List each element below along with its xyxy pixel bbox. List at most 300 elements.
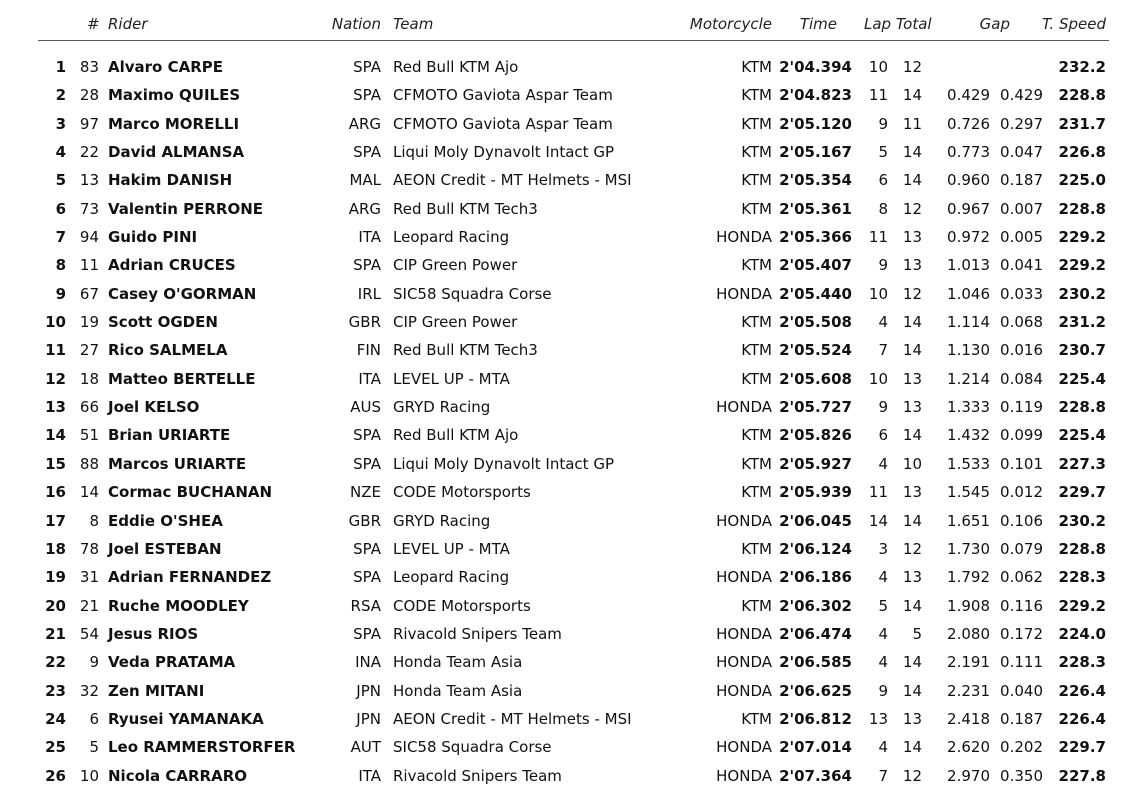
best-lap-cell: 9 bbox=[878, 256, 888, 275]
rider-name-cell: Joel ESTEBAN bbox=[108, 539, 222, 558]
motorcycle-cell: KTM bbox=[741, 143, 772, 162]
table-row bbox=[0, 195, 1147, 223]
nation-cell: SPA bbox=[353, 454, 381, 473]
motorcycle-cell: KTM bbox=[741, 483, 772, 502]
position-cell: 5 bbox=[55, 171, 66, 190]
table-row bbox=[0, 223, 1147, 251]
gap-previous-cell: 0.062 bbox=[1000, 568, 1043, 587]
best-lap-cell: 7 bbox=[878, 341, 888, 360]
nation-cell: ITA bbox=[358, 766, 381, 785]
top-speed-cell: 227.3 bbox=[1058, 454, 1106, 473]
team-cell: Red Bull KTM Ajo bbox=[393, 58, 519, 76]
gap-first-cell: 1.013 bbox=[947, 256, 990, 275]
gap-previous-cell: 0.119 bbox=[1000, 398, 1043, 417]
gap-previous-cell: 0.016 bbox=[1000, 341, 1043, 360]
motorcycle-cell: HONDA bbox=[716, 398, 772, 417]
gap-previous-cell: 0.068 bbox=[1000, 313, 1043, 332]
table-header bbox=[0, 15, 1147, 37]
team-cell: Rivacold Snipers Team bbox=[393, 766, 562, 785]
rider-number-cell: 27 bbox=[79, 341, 99, 360]
gap-first-cell: 1.651 bbox=[947, 511, 990, 530]
nation-cell: AUT bbox=[350, 738, 381, 757]
top-speed-cell: 228.8 bbox=[1058, 86, 1106, 105]
best-lap-cell: 11 bbox=[868, 86, 888, 105]
total-laps-cell: 12 bbox=[902, 284, 922, 303]
nation-cell: INA bbox=[355, 653, 381, 672]
motorcycle-cell: HONDA bbox=[716, 738, 772, 757]
motorcycle-cell: KTM bbox=[741, 709, 772, 728]
team-cell: SIC58 Squadra Corse bbox=[393, 738, 552, 757]
position-cell: 12 bbox=[45, 369, 66, 388]
rider-number-cell: 6 bbox=[89, 709, 99, 728]
rider-number-cell: 88 bbox=[79, 454, 99, 473]
best-lap-cell: 6 bbox=[878, 171, 888, 190]
gap-first-cell: 0.429 bbox=[947, 86, 990, 105]
nation-cell: AUS bbox=[350, 398, 381, 417]
gap-previous-cell: 0.187 bbox=[1000, 709, 1043, 728]
nation-cell: NZE bbox=[350, 483, 381, 502]
gap-first-cell: 0.726 bbox=[947, 114, 990, 133]
top-speed-cell: 230.2 bbox=[1058, 284, 1106, 303]
rider-number-cell: 9 bbox=[89, 653, 99, 672]
lap-time-cell: 2'07.014 bbox=[779, 738, 852, 757]
total-laps-cell: 14 bbox=[902, 171, 922, 190]
gap-first-cell: 1.432 bbox=[947, 426, 990, 445]
rider-name-cell: David ALMANSA bbox=[108, 143, 245, 162]
table-row bbox=[0, 733, 1147, 761]
position-cell: 8 bbox=[55, 256, 66, 275]
rider-name-cell: Matteo BERTELLE bbox=[108, 369, 256, 388]
motorcycle-cell: HONDA bbox=[716, 511, 772, 530]
table-row bbox=[0, 166, 1147, 194]
motorcycle-cell: KTM bbox=[741, 596, 772, 615]
table-row bbox=[0, 592, 1147, 620]
table-row bbox=[0, 251, 1147, 279]
nation-cell: SPA bbox=[353, 426, 381, 445]
nation-cell: ARG bbox=[348, 114, 381, 133]
team-cell: Liqui Moly Dynavolt Intact GP bbox=[393, 143, 614, 162]
position-cell: 16 bbox=[45, 483, 66, 502]
gap-first-cell: 2.418 bbox=[947, 709, 990, 728]
team-cell: Honda Team Asia bbox=[393, 653, 523, 672]
best-lap-cell: 4 bbox=[878, 624, 888, 643]
best-lap-cell: 5 bbox=[878, 596, 888, 615]
header-rider: Rider bbox=[108, 15, 148, 33]
motorcycle-cell: KTM bbox=[741, 369, 772, 388]
rider-name-cell: Veda PRATAMA bbox=[108, 653, 236, 672]
lap-time-cell: 2'06.124 bbox=[779, 539, 852, 558]
motorcycle-cell: HONDA bbox=[716, 681, 772, 700]
best-lap-cell: 6 bbox=[878, 426, 888, 445]
position-cell: 23 bbox=[45, 681, 66, 700]
table-row bbox=[0, 507, 1147, 535]
gap-previous-cell: 0.012 bbox=[1000, 483, 1043, 502]
total-laps-cell: 13 bbox=[902, 398, 922, 417]
position-cell: 10 bbox=[45, 313, 66, 332]
table-row bbox=[0, 762, 1147, 790]
gap-first-cell: 1.908 bbox=[947, 596, 990, 615]
best-lap-cell: 3 bbox=[878, 539, 888, 558]
team-cell: CIP Green Power bbox=[393, 256, 518, 275]
rider-number-cell: 51 bbox=[79, 426, 99, 445]
position-cell: 17 bbox=[45, 511, 66, 530]
team-cell: CFMOTO Gaviota Aspar Team bbox=[393, 86, 613, 105]
rider-name-cell: Hakim DANISH bbox=[108, 171, 233, 190]
top-speed-cell: 232.2 bbox=[1058, 58, 1106, 76]
nation-cell: SPA bbox=[353, 143, 381, 162]
total-laps-cell: 14 bbox=[902, 738, 922, 757]
lap-time-cell: 2'05.440 bbox=[779, 284, 852, 303]
gap-first-cell: 1.214 bbox=[947, 369, 990, 388]
best-lap-cell: 10 bbox=[868, 58, 888, 76]
gap-first-cell: 1.130 bbox=[947, 341, 990, 360]
header-gap: Gap bbox=[979, 15, 1010, 33]
rider-number-cell: 31 bbox=[79, 568, 99, 587]
gap-previous-cell: 0.041 bbox=[1000, 256, 1043, 275]
total-laps-cell: 14 bbox=[902, 596, 922, 615]
motorcycle-cell: KTM bbox=[741, 58, 772, 76]
top-speed-cell: 224.0 bbox=[1058, 624, 1106, 643]
gap-first-cell: 0.967 bbox=[947, 199, 990, 218]
top-speed-cell: 229.2 bbox=[1058, 228, 1106, 247]
nation-cell: ITA bbox=[358, 369, 381, 388]
top-speed-cell: 229.2 bbox=[1058, 596, 1106, 615]
gap-previous-cell: 0.111 bbox=[1000, 653, 1043, 672]
rider-name-cell: Maximo QUILES bbox=[108, 86, 241, 105]
top-speed-cell: 231.2 bbox=[1058, 313, 1106, 332]
top-speed-cell: 228.8 bbox=[1058, 398, 1106, 417]
total-laps-cell: 14 bbox=[902, 341, 922, 360]
position-cell: 4 bbox=[55, 143, 66, 162]
gap-first-cell: 2.191 bbox=[947, 653, 990, 672]
total-laps-cell: 10 bbox=[902, 454, 922, 473]
rider-name-cell: Ruche MOODLEY bbox=[108, 596, 249, 615]
gap-first-cell: 0.773 bbox=[947, 143, 990, 162]
lap-time-cell: 2'06.186 bbox=[779, 568, 852, 587]
lap-time-cell: 2'05.167 bbox=[779, 143, 852, 162]
team-cell: Honda Team Asia bbox=[393, 681, 523, 700]
gap-previous-cell: 0.297 bbox=[1000, 114, 1043, 133]
rider-number-cell: 10 bbox=[79, 766, 99, 785]
lap-time-cell: 2'05.927 bbox=[779, 454, 852, 473]
team-cell: Red Bull KTM Tech3 bbox=[393, 199, 538, 218]
table-row bbox=[0, 677, 1147, 705]
nation-cell: JPN bbox=[356, 709, 381, 728]
total-laps-cell: 14 bbox=[902, 86, 922, 105]
lap-time-cell: 2'06.625 bbox=[779, 681, 852, 700]
table-row bbox=[0, 365, 1147, 393]
rider-number-cell: 67 bbox=[79, 284, 99, 303]
header-divider bbox=[38, 40, 1109, 41]
best-lap-cell: 4 bbox=[878, 454, 888, 473]
position-cell: 26 bbox=[45, 766, 66, 785]
motorcycle-cell: KTM bbox=[741, 171, 772, 190]
lap-time-cell: 2'05.608 bbox=[779, 369, 852, 388]
lap-time-cell: 2'05.826 bbox=[779, 426, 852, 445]
nation-cell: IRL bbox=[357, 284, 381, 303]
rider-number-cell: 13 bbox=[79, 171, 99, 190]
table-row bbox=[0, 705, 1147, 733]
top-speed-cell: 230.2 bbox=[1058, 511, 1106, 530]
position-cell: 13 bbox=[45, 398, 66, 417]
lap-time-cell: 2'07.364 bbox=[779, 766, 852, 785]
team-cell: AEON Credit - MT Helmets - MSI bbox=[393, 171, 632, 190]
results-table bbox=[0, 53, 1147, 790]
rider-number-cell: 5 bbox=[89, 738, 99, 757]
table-row bbox=[0, 81, 1147, 109]
gap-first-cell: 2.080 bbox=[947, 624, 990, 643]
best-lap-cell: 13 bbox=[868, 709, 888, 728]
rider-number-cell: 14 bbox=[79, 483, 99, 502]
motorcycle-cell: KTM bbox=[741, 256, 772, 275]
rider-number-cell: 8 bbox=[89, 511, 99, 530]
total-laps-cell: 12 bbox=[902, 539, 922, 558]
lap-time-cell: 2'05.366 bbox=[779, 228, 852, 247]
total-laps-cell: 12 bbox=[902, 766, 922, 785]
team-cell: AEON Credit - MT Helmets - MSI bbox=[393, 709, 632, 728]
gap-previous-cell: 0.116 bbox=[1000, 596, 1043, 615]
team-cell: SIC58 Squadra Corse bbox=[393, 284, 552, 303]
rider-name-cell: Adrian FERNANDEZ bbox=[108, 568, 272, 587]
position-cell: 22 bbox=[45, 653, 66, 672]
top-speed-cell: 229.7 bbox=[1058, 738, 1106, 757]
rider-number-cell: 32 bbox=[79, 681, 99, 700]
rider-name-cell: Alvaro CARPE bbox=[108, 58, 223, 76]
position-cell: 21 bbox=[45, 624, 66, 643]
lap-time-cell: 2'06.045 bbox=[779, 511, 852, 530]
motorcycle-cell: KTM bbox=[741, 313, 772, 332]
motorcycle-cell: HONDA bbox=[716, 228, 772, 247]
gap-previous-cell: 0.202 bbox=[1000, 738, 1043, 757]
rider-number-cell: 18 bbox=[79, 369, 99, 388]
table-row bbox=[0, 563, 1147, 591]
team-cell: LEVEL UP - MTA bbox=[393, 369, 510, 388]
best-lap-cell: 9 bbox=[878, 681, 888, 700]
nation-cell: ARG bbox=[348, 199, 381, 218]
top-speed-cell: 227.8 bbox=[1058, 766, 1106, 785]
rider-number-cell: 28 bbox=[79, 86, 99, 105]
rider-name-cell: Rico SALMELA bbox=[108, 341, 228, 360]
team-cell: Liqui Moly Dynavolt Intact GP bbox=[393, 454, 614, 473]
position-cell: 19 bbox=[45, 568, 66, 587]
table-row bbox=[0, 450, 1147, 478]
header-team: Team bbox=[393, 15, 434, 33]
total-laps-cell: 14 bbox=[902, 313, 922, 332]
best-lap-cell: 4 bbox=[878, 653, 888, 672]
nation-cell: GBR bbox=[348, 313, 381, 332]
header-lap-total: Lap Total bbox=[864, 15, 932, 33]
gap-previous-cell: 0.033 bbox=[1000, 284, 1043, 303]
gap-previous-cell: 0.101 bbox=[1000, 454, 1043, 473]
rider-number-cell: 97 bbox=[79, 114, 99, 133]
team-cell: GRYD Racing bbox=[393, 398, 491, 417]
total-laps-cell: 13 bbox=[902, 709, 922, 728]
top-speed-cell: 225.4 bbox=[1058, 369, 1106, 388]
gap-previous-cell: 0.040 bbox=[1000, 681, 1043, 700]
top-speed-cell: 228.8 bbox=[1058, 199, 1106, 218]
lap-time-cell: 2'04.394 bbox=[779, 58, 852, 76]
position-cell: 7 bbox=[55, 228, 66, 247]
lap-time-cell: 2'05.524 bbox=[779, 341, 852, 360]
header-number: # bbox=[87, 15, 100, 33]
rider-number-cell: 54 bbox=[79, 624, 99, 643]
motorcycle-cell: KTM bbox=[741, 454, 772, 473]
gap-previous-cell: 0.172 bbox=[1000, 624, 1043, 643]
rider-number-cell: 83 bbox=[79, 58, 99, 76]
best-lap-cell: 10 bbox=[868, 369, 888, 388]
rider-name-cell: Adrian CRUCES bbox=[108, 256, 236, 275]
top-speed-cell: 229.2 bbox=[1058, 256, 1106, 275]
total-laps-cell: 14 bbox=[902, 653, 922, 672]
nation-cell: SPA bbox=[353, 624, 381, 643]
header-motorcycle: Motorcycle bbox=[689, 15, 772, 33]
lap-time-cell: 2'04.823 bbox=[779, 86, 852, 105]
table-row bbox=[0, 110, 1147, 138]
lap-time-cell: 2'05.407 bbox=[779, 256, 852, 275]
gap-previous-cell: 0.429 bbox=[1000, 86, 1043, 105]
team-cell: CODE Motorsports bbox=[393, 596, 531, 615]
top-speed-cell: 225.0 bbox=[1058, 171, 1106, 190]
gap-first-cell: 0.972 bbox=[947, 228, 990, 247]
top-speed-cell: 228.3 bbox=[1058, 653, 1106, 672]
gap-first-cell: 0.960 bbox=[947, 171, 990, 190]
motorcycle-cell: HONDA bbox=[716, 284, 772, 303]
lap-time-cell: 2'05.354 bbox=[779, 171, 852, 190]
position-cell: 11 bbox=[45, 341, 66, 360]
table-row bbox=[0, 53, 1147, 81]
rider-name-cell: Ryusei YAMANAKA bbox=[108, 709, 264, 728]
position-cell: 1 bbox=[55, 58, 66, 76]
lap-time-cell: 2'06.302 bbox=[779, 596, 852, 615]
nation-cell: RSA bbox=[350, 596, 381, 615]
position-cell: 3 bbox=[55, 114, 66, 133]
header-nation: Nation bbox=[331, 15, 381, 33]
motorcycle-cell: HONDA bbox=[716, 624, 772, 643]
table-row bbox=[0, 648, 1147, 676]
team-cell: Leopard Racing bbox=[393, 228, 510, 247]
top-speed-cell: 228.8 bbox=[1058, 539, 1106, 558]
total-laps-cell: 12 bbox=[902, 58, 922, 76]
position-cell: 15 bbox=[45, 454, 66, 473]
rider-name-cell: Guido PINI bbox=[108, 228, 198, 247]
total-laps-cell: 11 bbox=[902, 114, 922, 133]
rider-name-cell: Cormac BUCHANAN bbox=[108, 483, 273, 502]
nation-cell: FIN bbox=[356, 341, 381, 360]
best-lap-cell: 9 bbox=[878, 114, 888, 133]
top-speed-cell: 229.7 bbox=[1058, 483, 1106, 502]
position-cell: 25 bbox=[45, 738, 66, 757]
gap-previous-cell: 0.007 bbox=[1000, 199, 1043, 218]
lap-time-cell: 2'05.939 bbox=[779, 483, 852, 502]
lap-time-cell: 2'05.120 bbox=[779, 114, 852, 133]
table-row bbox=[0, 308, 1147, 336]
lap-time-cell: 2'05.727 bbox=[779, 398, 852, 417]
position-cell: 2 bbox=[55, 86, 66, 105]
team-cell: Red Bull KTM Tech3 bbox=[393, 341, 538, 360]
rider-name-cell: Nicola CARRARO bbox=[108, 766, 248, 785]
motorcycle-cell: KTM bbox=[741, 86, 772, 105]
gap-previous-cell: 0.350 bbox=[1000, 766, 1043, 785]
table-row bbox=[0, 138, 1147, 166]
rider-name-cell: Jesus RIOS bbox=[108, 624, 199, 643]
gap-first-cell: 1.792 bbox=[947, 568, 990, 587]
motorcycle-cell: KTM bbox=[741, 341, 772, 360]
header-time: Time bbox=[799, 15, 837, 33]
gap-previous-cell: 0.084 bbox=[1000, 369, 1043, 388]
gap-first-cell: 1.533 bbox=[947, 454, 990, 473]
total-laps-cell: 13 bbox=[902, 568, 922, 587]
table-row bbox=[0, 478, 1147, 506]
table-row bbox=[0, 280, 1147, 308]
top-speed-cell: 226.8 bbox=[1058, 143, 1106, 162]
lap-time-cell: 2'06.812 bbox=[779, 709, 852, 728]
rider-name-cell: Scott OGDEN bbox=[108, 313, 218, 332]
nation-cell: SPA bbox=[353, 86, 381, 105]
gap-previous-cell: 0.106 bbox=[1000, 511, 1043, 530]
gap-previous-cell: 0.005 bbox=[1000, 228, 1043, 247]
total-laps-cell: 13 bbox=[902, 369, 922, 388]
motorcycle-cell: KTM bbox=[741, 199, 772, 218]
top-speed-cell: 225.4 bbox=[1058, 426, 1106, 445]
team-cell: Red Bull KTM Ajo bbox=[393, 426, 519, 445]
rider-name-cell: Eddie O'SHEA bbox=[108, 511, 223, 530]
nation-cell: JPN bbox=[356, 681, 381, 700]
best-lap-cell: 4 bbox=[878, 738, 888, 757]
header-top-speed: T. Speed bbox=[1042, 15, 1106, 33]
gap-first-cell: 1.114 bbox=[947, 313, 990, 332]
team-cell: CFMOTO Gaviota Aspar Team bbox=[393, 114, 613, 133]
position-cell: 14 bbox=[45, 426, 66, 445]
gap-previous-cell: 0.099 bbox=[1000, 426, 1043, 445]
table-row bbox=[0, 421, 1147, 449]
rider-name-cell: Brian URIARTE bbox=[108, 426, 231, 445]
gap-first-cell: 2.970 bbox=[947, 766, 990, 785]
nation-cell: MAL bbox=[349, 171, 381, 190]
rider-name-cell: Leo RAMMERSTORFER bbox=[108, 738, 296, 757]
top-speed-cell: 226.4 bbox=[1058, 709, 1106, 728]
total-laps-cell: 14 bbox=[902, 426, 922, 445]
top-speed-cell: 231.7 bbox=[1058, 114, 1106, 133]
rider-name-cell: Valentin PERRONE bbox=[108, 199, 264, 218]
total-laps-cell: 14 bbox=[902, 143, 922, 162]
rider-name-cell: Casey O'GORMAN bbox=[108, 284, 257, 303]
total-laps-cell: 5 bbox=[912, 624, 922, 643]
nation-cell: SPA bbox=[353, 568, 381, 587]
position-cell: 20 bbox=[45, 596, 66, 615]
team-cell: LEVEL UP - MTA bbox=[393, 539, 510, 558]
position-cell: 18 bbox=[45, 539, 66, 558]
rider-number-cell: 73 bbox=[79, 199, 99, 218]
rider-number-cell: 66 bbox=[79, 398, 99, 417]
position-cell: 6 bbox=[55, 199, 66, 218]
rider-number-cell: 11 bbox=[79, 256, 99, 275]
best-lap-cell: 10 bbox=[868, 284, 888, 303]
rider-number-cell: 78 bbox=[79, 539, 99, 558]
motorcycle-cell: HONDA bbox=[716, 568, 772, 587]
best-lap-cell: 8 bbox=[878, 199, 888, 218]
total-laps-cell: 14 bbox=[902, 511, 922, 530]
gap-first-cell: 1.046 bbox=[947, 284, 990, 303]
nation-cell: SPA bbox=[353, 58, 381, 76]
best-lap-cell: 14 bbox=[868, 511, 888, 530]
rider-number-cell: 94 bbox=[79, 228, 99, 247]
gap-first-cell: 1.333 bbox=[947, 398, 990, 417]
position-cell: 24 bbox=[45, 709, 66, 728]
table-row bbox=[0, 393, 1147, 421]
rider-name-cell: Marcos URIARTE bbox=[108, 454, 247, 473]
rider-name-cell: Zen MITANI bbox=[108, 681, 205, 700]
nation-cell: GBR bbox=[348, 511, 381, 530]
